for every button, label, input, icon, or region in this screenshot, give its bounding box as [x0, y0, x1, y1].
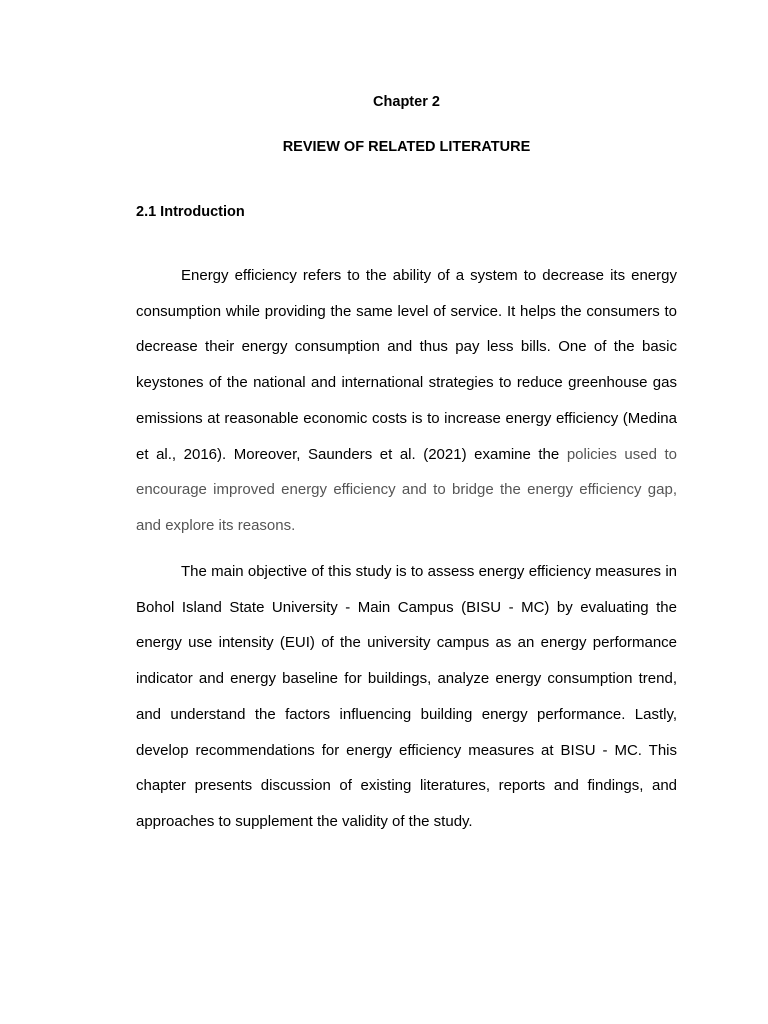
chapter-title: REVIEW OF RELATED LITERATURE — [282, 139, 531, 155]
chapter-label: Chapter 2 — [373, 94, 440, 110]
paragraph-introduction — [136, 258, 677, 544]
paragraph-objective: The main objective of this study is to assess energy efficiency measures in Bohol Island State University - Main Campus (BISU - MC) by evaluating the energy use intensity (EUI) of the university campus as an energy performance indicator and energy baseline for buildings, analyze energy consumption trend, and understand the factors influencing building energy performance. Lastly, develop recommendations for energy efficiency measures at BISU - MC. This chapter presents discussion of existing literatures, reports and findings, and approaches to supplement the validity of the study. — [136, 563, 677, 830]
paragraph-introduction-main: Energy efficiency refers to the ability of a system to decrease its energy consumption while providing the same level of service. It helps the consumers to decrease their energy consumption and thus pay less bills. One of the basic keystones of the national and international strategies to reduce greenhouse gas emissions at reasonable economic costs is to increase energy efficiency (Medina et al., 2016). Moreover, Saunders et al. (2021) examine the — [136, 267, 677, 463]
section-heading: 2.1 Introduction — [136, 204, 245, 220]
paragraph-introduction-muted: policies used to encourage improved energy efficiency and to bridge the energy efficiency gap, and explore its reasons. — [136, 445, 677, 534]
